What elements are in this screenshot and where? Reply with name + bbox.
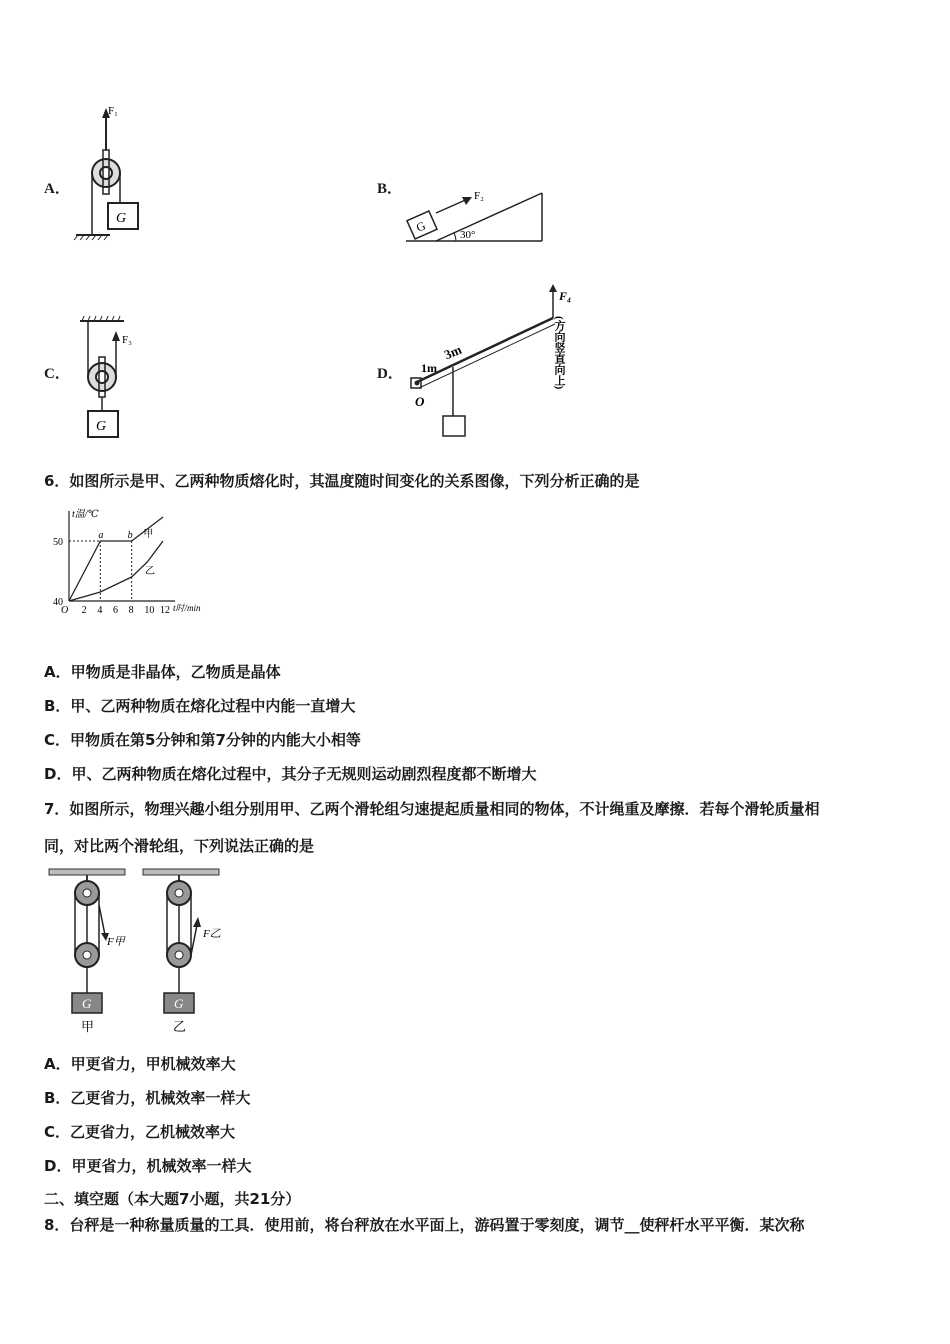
option-b-label: B． bbox=[377, 181, 403, 197]
q6-option-d[interactable]: D．甲、乙两种物质在熔化过程中，其分子无规则运动剧烈程度都不断增大 bbox=[44, 765, 537, 783]
long-arm-label: 3m bbox=[441, 341, 464, 363]
x-axis-label: t时/min bbox=[173, 603, 201, 613]
q6-stem: 6．如图所示是甲、乙两种物质熔化时，其温度随时间变化的关系图像，下列分析正确的是 bbox=[44, 472, 640, 490]
y-tick-label: 50 bbox=[53, 537, 63, 548]
x-tick-label: 8 bbox=[128, 605, 134, 616]
pulley-system-figure bbox=[45, 865, 235, 1040]
weight-g-right: G bbox=[174, 996, 184, 1011]
force-fjia-label: F甲 bbox=[107, 936, 125, 948]
section-title: 二、填空题（本大题7小题，共21分） bbox=[44, 1190, 301, 1208]
x-tick-label: 10 bbox=[144, 605, 155, 616]
force-fyi-label: F乙 bbox=[203, 928, 221, 940]
x-tick-label: 6 bbox=[113, 605, 118, 616]
option-c-label: C． bbox=[44, 366, 70, 382]
caption-yi: 乙 bbox=[173, 1019, 187, 1034]
y-axis-label: t温/℃ bbox=[72, 509, 99, 520]
q7-option-c[interactable]: C．乙更省力，乙机械效率大 bbox=[44, 1123, 236, 1141]
y-tick-label: 40 bbox=[53, 597, 63, 608]
q7-option-d[interactable]: D．甲更省力，机械效率一样大 bbox=[44, 1157, 252, 1175]
pulley-figure-c bbox=[72, 315, 152, 445]
x-tick-label: 12 bbox=[160, 605, 170, 616]
angle-label: 30° bbox=[460, 229, 476, 241]
force-f3-label: F₃ bbox=[122, 334, 132, 346]
series-jia-label: 甲 bbox=[143, 529, 154, 540]
x-tick-label: 4 bbox=[97, 605, 103, 616]
origin-label: O bbox=[61, 605, 69, 616]
short-arm-label: 1m bbox=[421, 361, 437, 375]
pivot-label: O bbox=[415, 394, 425, 409]
force-direction-note: (方向竖直向上) bbox=[553, 316, 565, 390]
q6-option-b[interactable]: B．甲、乙两种物质在熔化过程中内能一直增大 bbox=[44, 697, 356, 715]
series-yi-label: 乙 bbox=[144, 566, 155, 577]
weight-g-label: G bbox=[96, 419, 107, 434]
pulley-figure-a bbox=[70, 98, 150, 248]
option-d-label: D． bbox=[377, 366, 403, 382]
weight-g-left: G bbox=[82, 996, 92, 1011]
weight-g-label: G bbox=[116, 211, 127, 226]
q7-stem-line1: 7．如图所示，物理兴趣小组分别用甲、乙两个滑轮组匀速提起质量相同的物体，不计绳重及摩擦．若每个滑轮质量相 bbox=[44, 800, 820, 818]
q8-stem: 8．台秤是一种称量质量的工具．使用前，将台秤放在水平面上，游码置于零刻度，调节__使秤杆水平平衡．某次称 bbox=[44, 1216, 805, 1234]
x-tick-label: 2 bbox=[81, 605, 87, 616]
q7-option-a[interactable]: A．甲更省力，甲机械效率大 bbox=[44, 1055, 236, 1073]
q6-option-a[interactable]: A．甲物质是非晶体，乙物质是晶体 bbox=[44, 663, 281, 681]
force-f4-label: F₄ bbox=[559, 289, 572, 303]
q7-stem-line2: 同，对比两个滑轮组，下列说法正确的是 bbox=[44, 837, 315, 855]
temperature-time-chart bbox=[45, 505, 220, 630]
q7-option-b[interactable]: B．乙更省力，机械效率一样大 bbox=[44, 1089, 251, 1107]
point-a-label: a bbox=[98, 530, 104, 541]
point-b-label: b bbox=[127, 530, 133, 541]
force-f2-label: F₂ bbox=[474, 190, 484, 202]
caption-jia: 甲 bbox=[81, 1019, 95, 1034]
q6-option-c[interactable]: C．甲物质在第5分钟和第7分钟的内能大小相等 bbox=[44, 731, 361, 749]
incline-figure-b bbox=[400, 185, 550, 250]
weight-g-label: G bbox=[414, 218, 428, 235]
lever-figure-d bbox=[405, 282, 585, 442]
force-f1-label: F₁ bbox=[108, 105, 118, 117]
option-a-label: A． bbox=[44, 181, 70, 197]
